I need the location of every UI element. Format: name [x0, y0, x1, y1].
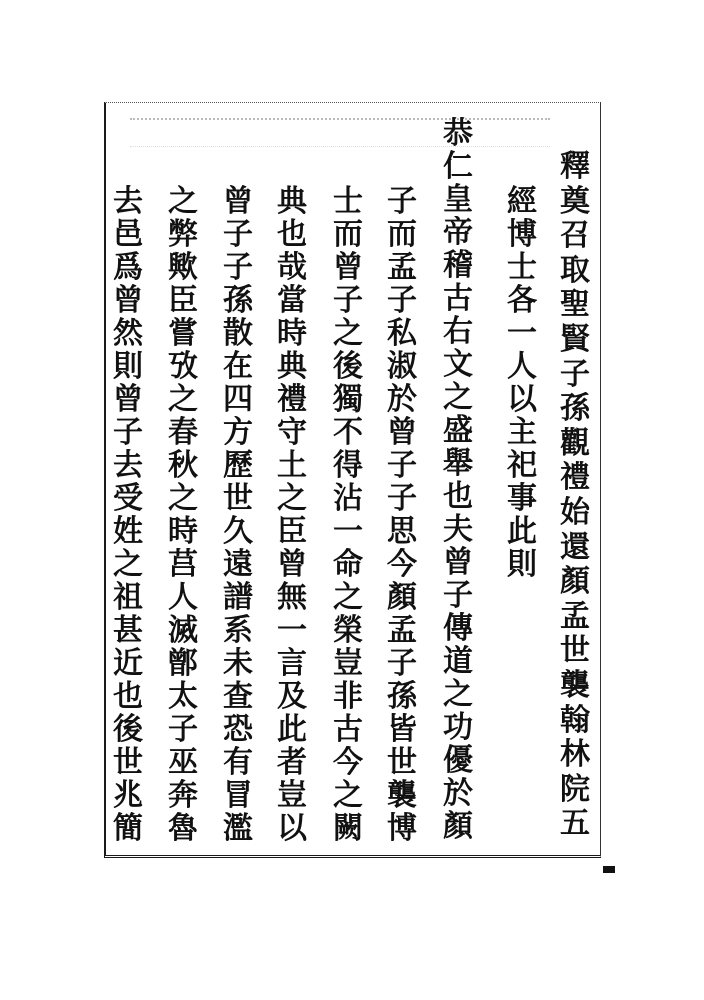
character: 顏: [443, 810, 473, 843]
character: 之: [333, 581, 363, 614]
character: 之: [443, 678, 473, 711]
character: 曾: [387, 416, 417, 449]
character: 鄫: [168, 647, 198, 680]
character: 孫: [387, 680, 417, 713]
character: 孟: [560, 599, 590, 634]
character: 之: [168, 482, 198, 515]
character: 久: [223, 515, 253, 548]
character: 恐: [223, 713, 253, 746]
character: 得: [333, 449, 363, 482]
character: 奔: [168, 779, 198, 812]
character: 子: [223, 251, 253, 284]
character: 去: [113, 449, 143, 482]
character: 子: [387, 185, 417, 218]
character: 濫: [223, 812, 253, 845]
text-column-3: [436, 117, 480, 843]
character: 未: [223, 647, 253, 680]
character: 則: [113, 350, 143, 383]
character: 曾: [113, 284, 143, 317]
character: 攷: [168, 350, 198, 383]
character: 不: [333, 416, 363, 449]
character: 甚: [113, 614, 143, 647]
character: 魯: [168, 812, 198, 845]
character: 散: [223, 317, 253, 350]
character: 以: [277, 812, 307, 845]
character: 奠: [560, 184, 590, 219]
character: 也: [277, 218, 307, 251]
character: 嘗: [168, 317, 198, 350]
character: 子: [387, 284, 417, 317]
character: 於: [387, 383, 417, 416]
character: 林: [560, 738, 590, 773]
character: 之: [333, 317, 363, 350]
text-column-5: [326, 185, 370, 845]
character: 思: [387, 515, 417, 548]
character: 祖: [113, 581, 143, 614]
character: 經: [507, 185, 537, 218]
character: 無: [277, 581, 307, 614]
character: 世: [560, 634, 590, 669]
character: 典: [277, 350, 307, 383]
text-column-7: [216, 185, 260, 845]
character: 翰: [560, 703, 590, 738]
character: 邑: [113, 218, 143, 251]
character: 子: [333, 284, 363, 317]
character: 臣: [168, 284, 198, 317]
character: 之: [168, 185, 198, 218]
character: 今: [387, 548, 417, 581]
character: 弊: [168, 218, 198, 251]
character: 文: [443, 348, 473, 381]
character: 孟: [387, 614, 417, 647]
character: 召: [560, 219, 590, 254]
character: 人: [507, 350, 537, 383]
character: 秋: [168, 449, 198, 482]
character: 遠: [223, 548, 253, 581]
character: 哉: [277, 251, 307, 284]
character: 釋: [560, 150, 590, 184]
character: 之: [333, 779, 363, 812]
character: 曾: [223, 185, 253, 218]
character: 子: [560, 357, 590, 392]
character: 兆: [113, 779, 143, 812]
character: 子: [113, 416, 143, 449]
character: 後: [333, 350, 363, 383]
character: 及: [277, 680, 307, 713]
text-column-8: [161, 185, 205, 845]
character: 子: [443, 579, 473, 612]
character: 世: [223, 482, 253, 515]
character: 五: [560, 807, 590, 842]
character: 此: [507, 515, 537, 548]
character: 祀: [507, 449, 537, 482]
character: 取: [560, 253, 590, 288]
character: 皆: [387, 713, 417, 746]
character: 豈: [333, 647, 363, 680]
character: 時: [277, 317, 307, 350]
character: 一: [333, 515, 363, 548]
character: 歷: [223, 449, 253, 482]
character: 傳: [443, 612, 473, 645]
character: 闕: [333, 812, 363, 845]
text-column-9: [106, 185, 150, 845]
character: 時: [168, 515, 198, 548]
character: 榮: [333, 614, 363, 647]
character: 各: [507, 284, 537, 317]
character: 功: [443, 711, 473, 744]
character: 有: [223, 746, 253, 779]
character: 冒: [223, 779, 253, 812]
ink-mark: [603, 866, 615, 873]
character: 則: [507, 548, 537, 581]
character: 臣: [277, 515, 307, 548]
character: 禮: [560, 461, 590, 496]
character: 顏: [387, 581, 417, 614]
character: 當: [277, 284, 307, 317]
character: 巫: [168, 746, 198, 779]
character: 士: [333, 185, 363, 218]
character: 博: [387, 812, 417, 845]
character: 禮: [277, 383, 307, 416]
character: 在: [223, 350, 253, 383]
character: 古: [443, 282, 473, 315]
character: 之: [113, 548, 143, 581]
character: 顏: [560, 565, 590, 600]
character: 四: [223, 383, 253, 416]
character: 譜: [223, 581, 253, 614]
character: 一: [277, 614, 307, 647]
character: 曾: [443, 546, 473, 579]
character: 此: [277, 713, 307, 746]
character: 還: [560, 530, 590, 565]
character: 歟: [168, 251, 198, 284]
character: 右: [443, 315, 473, 348]
character: 之: [168, 383, 198, 416]
character: 淑: [387, 350, 417, 383]
character: 滅: [168, 614, 198, 647]
character: 主: [507, 416, 537, 449]
character: 私: [387, 317, 417, 350]
character: 曾: [277, 548, 307, 581]
character: 世: [113, 746, 143, 779]
character: 稽: [443, 249, 473, 282]
character: 太: [168, 680, 198, 713]
top-margin-smudge: [130, 118, 550, 147]
character: 簡: [113, 812, 143, 845]
character: 爲: [113, 251, 143, 284]
character: 而: [387, 218, 417, 251]
character: 士: [507, 251, 537, 284]
character: 而: [333, 218, 363, 251]
character: 賢: [560, 322, 590, 357]
character: 子: [387, 647, 417, 680]
character: 世: [387, 746, 417, 779]
character: 恭: [443, 117, 473, 150]
character: 後: [113, 713, 143, 746]
character: 然: [113, 317, 143, 350]
character: 以: [507, 383, 537, 416]
character: 優: [443, 744, 473, 777]
character: 道: [443, 645, 473, 678]
text-column-1: [553, 150, 597, 842]
character: 今: [333, 746, 363, 779]
character: 豈: [277, 779, 307, 812]
character: 方: [223, 416, 253, 449]
character: 夫: [443, 513, 473, 546]
character: 之: [277, 482, 307, 515]
character: 系: [223, 614, 253, 647]
character: 院: [560, 772, 590, 807]
character: 孫: [223, 284, 253, 317]
character: 子: [168, 713, 198, 746]
text-column-6: [270, 185, 314, 845]
character: 於: [443, 777, 473, 810]
character: 帝: [443, 216, 473, 249]
character: 子: [223, 218, 253, 251]
character: 人: [168, 581, 198, 614]
text-column-2: [500, 185, 544, 581]
character: 襲: [387, 779, 417, 812]
character: 觀: [560, 426, 590, 461]
character: 去: [113, 185, 143, 218]
text-column-4: [380, 185, 424, 845]
character: 始: [560, 495, 590, 530]
character: 仁: [443, 150, 473, 183]
character: 也: [443, 480, 473, 513]
character: 之: [443, 381, 473, 414]
character: 獨: [333, 383, 363, 416]
character: 博: [507, 218, 537, 251]
character: 也: [113, 680, 143, 713]
character: 舉: [443, 447, 473, 480]
character: 古: [333, 713, 363, 746]
character: 姓: [113, 515, 143, 548]
character: 盛: [443, 414, 473, 447]
character: 命: [333, 548, 363, 581]
character: 子: [387, 482, 417, 515]
character: 言: [277, 647, 307, 680]
character: 皇: [443, 183, 473, 216]
character: 春: [168, 416, 198, 449]
character: 孟: [387, 251, 417, 284]
character: 曾: [333, 251, 363, 284]
character: 近: [113, 647, 143, 680]
character: 土: [277, 449, 307, 482]
character: 事: [507, 482, 537, 515]
character: 孫: [560, 392, 590, 427]
character: 非: [333, 680, 363, 713]
character: 曾: [113, 383, 143, 416]
character: 守: [277, 416, 307, 449]
character: 查: [223, 680, 253, 713]
character: 襲: [560, 668, 590, 703]
character: 典: [277, 185, 307, 218]
character: 莒: [168, 548, 198, 581]
character: 子: [387, 449, 417, 482]
character: 受: [113, 482, 143, 515]
character: 一: [507, 317, 537, 350]
character: 沾: [333, 482, 363, 515]
character: 聖: [560, 288, 590, 323]
character: 者: [277, 746, 307, 779]
